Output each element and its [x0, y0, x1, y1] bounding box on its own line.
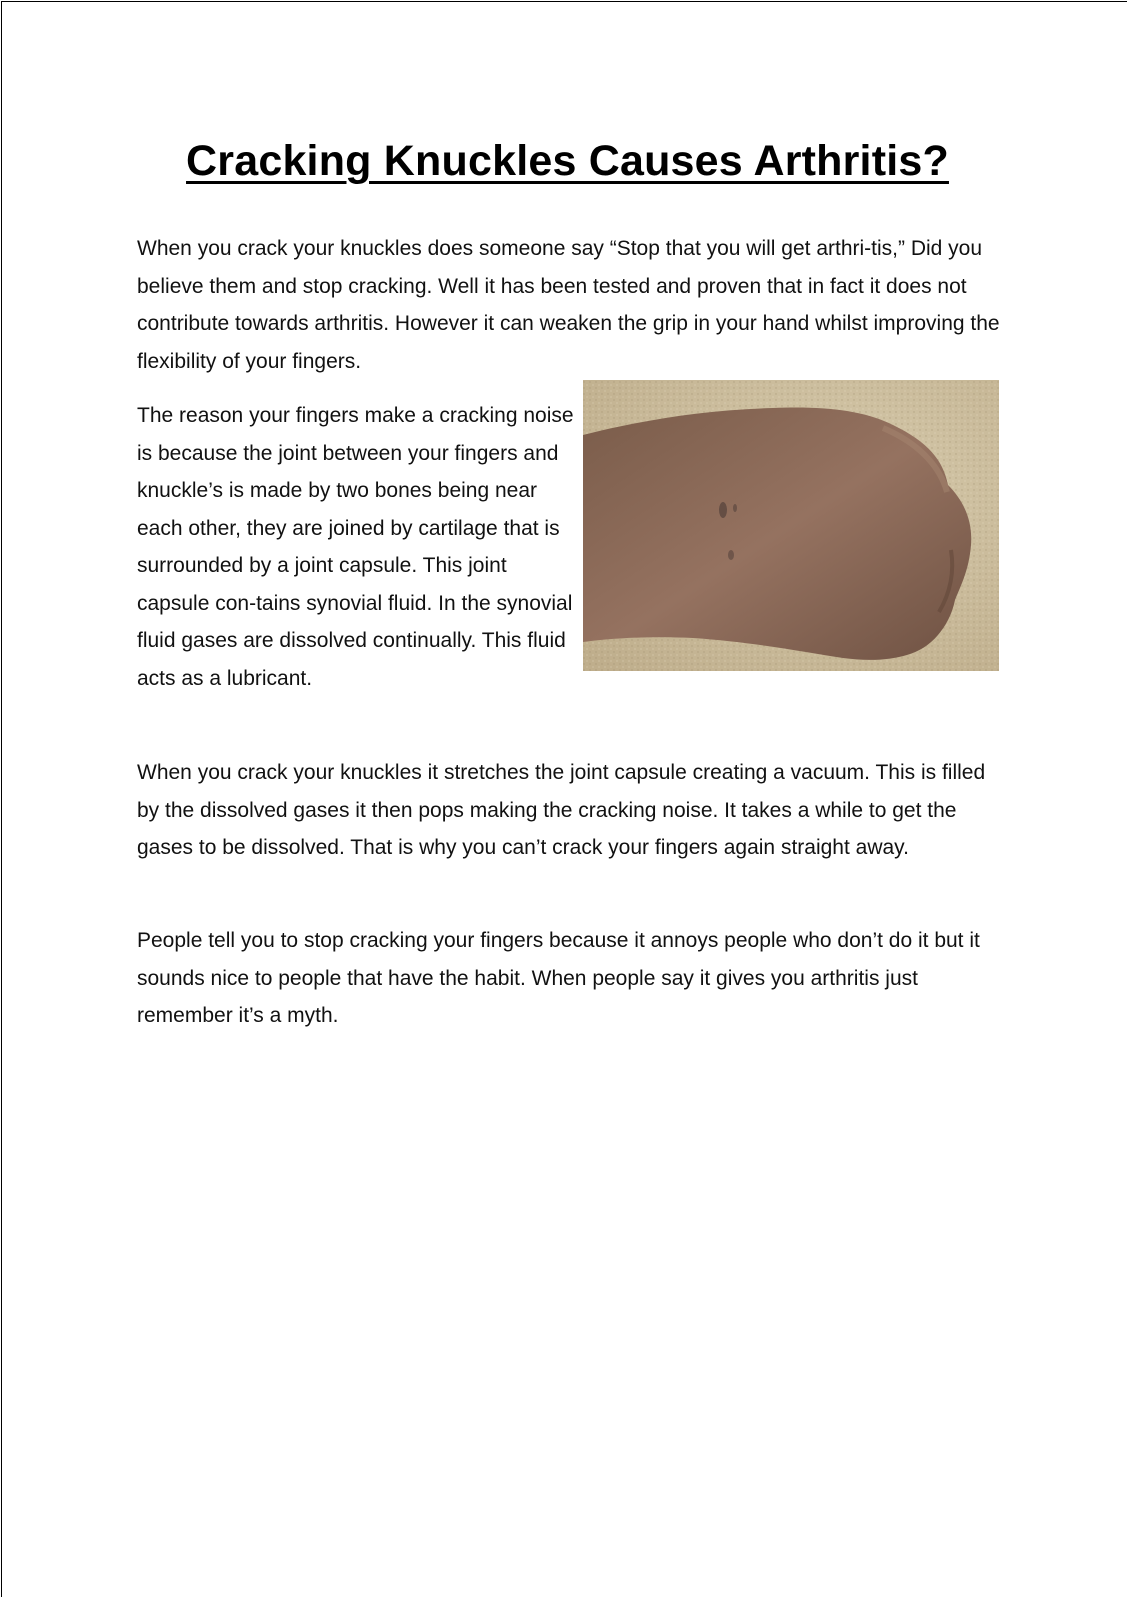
paragraph-joint-explanation: The reason your fingers make a cracking noise is because the joint between your fingers and knuckle’s is made by two bones being near each other, they are joined by cartilage that is surrounded by a joint capsule. This joint capsule con-tains synovial fluid. In the synovial fluid gases are dissolved continually. This fluid acts as a lubricant. [137, 404, 574, 690]
page-title: Cracking Knuckles Causes Arthritis? [186, 137, 949, 185]
fist-photo [583, 380, 999, 671]
document-page [1, 1, 1127, 1597]
paragraph-intro: When you crack your knuckles does someone say “Stop that you will get arthri-tis,” Did you believe them and stop cracking. Well it has been tested and proven that in fact it does not contribute towards arthritis. However it can weaken the grip in your hand whilst improving the flexibility of your fingers. [137, 237, 1000, 373]
paragraph-conclusion: People tell you to stop cracking your fingers because it annoys people who don’t do it but it sounds nice to people that have the habit. When people say it gives you arthritis just remember it’s a myth. [137, 929, 980, 1027]
paragraph-vacuum: When you crack your knuckles it stretches the joint capsule creating a vacuum. This is filled by the dissolved gases it then pops making the cracking noise. It takes a while to get the gases to be dissolved. That is why you can’t crack your fingers again straight away. [137, 761, 986, 859]
